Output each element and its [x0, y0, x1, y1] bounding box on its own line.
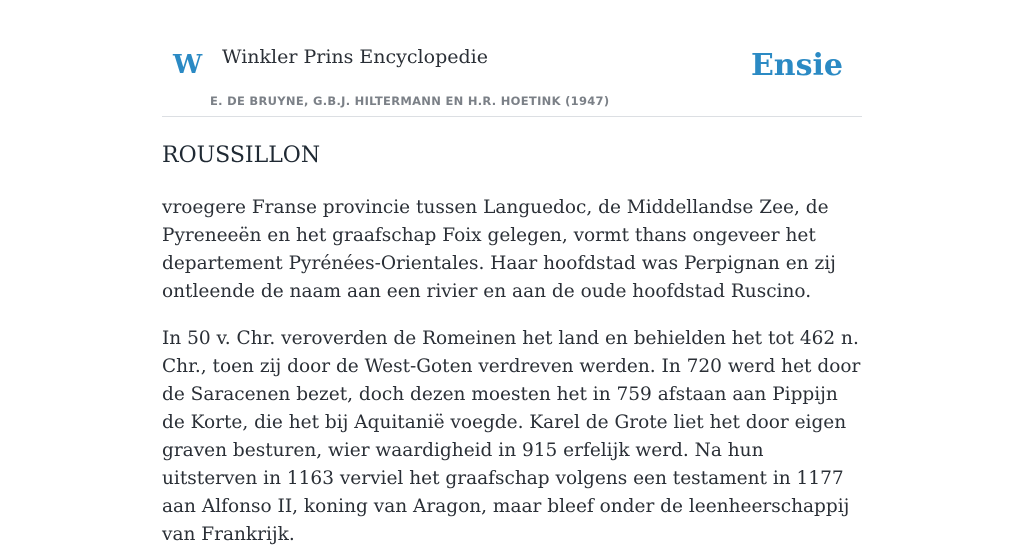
- brand-logo[interactable]: Ensie: [750, 48, 843, 83]
- page: [162, 0, 862, 549]
- source-title[interactable]: Winkler Prins Encyclopedie: [222, 46, 488, 68]
- entry-title: ROUSSILLON: [162, 143, 321, 168]
- source-logo[interactable]: W: [173, 50, 203, 80]
- article-paragraph: vroegere Franse provincie tussen Languedoc, de Middellandse Zee, de Pyreneeën en het graafschap Foix gelegen, vormt thans ongeveer het departement Pyrénées-Orientales. Haar hoofdstad was Perpignan en zij ontleende de naam aan een rivier en aan de oude hoofdstad Ruscino.: [162, 197, 836, 303]
- source-authors: E. DE BRUYNE, G.B.J. HILTERMANN EN H.R. HOETINK (1947): [210, 94, 610, 108]
- article-paragraph: In 50 v. Chr. veroverden de Romeinen het land en behielden het tot 462 n. Chr., toen zij door de West-Goten verdreven werden. In 720 werd het door de Saracenen bezet, doch dezen moesten het in 759 afstaan aan Pippijn de Korte, die het bij Aquitanië voegde. Karel de Grote liet het door eigen graven besturen, wier waardigheid in 915 erfelijk werd. Na hun uitsterven in 1163 verviel het graafschap volgens een testament in 1177 aan Alfonso II, koning van Aragon, maar bleef onder de leenheerschappij van Frankrijk.: [162, 328, 861, 546]
- source-header: [162, 0, 862, 117]
